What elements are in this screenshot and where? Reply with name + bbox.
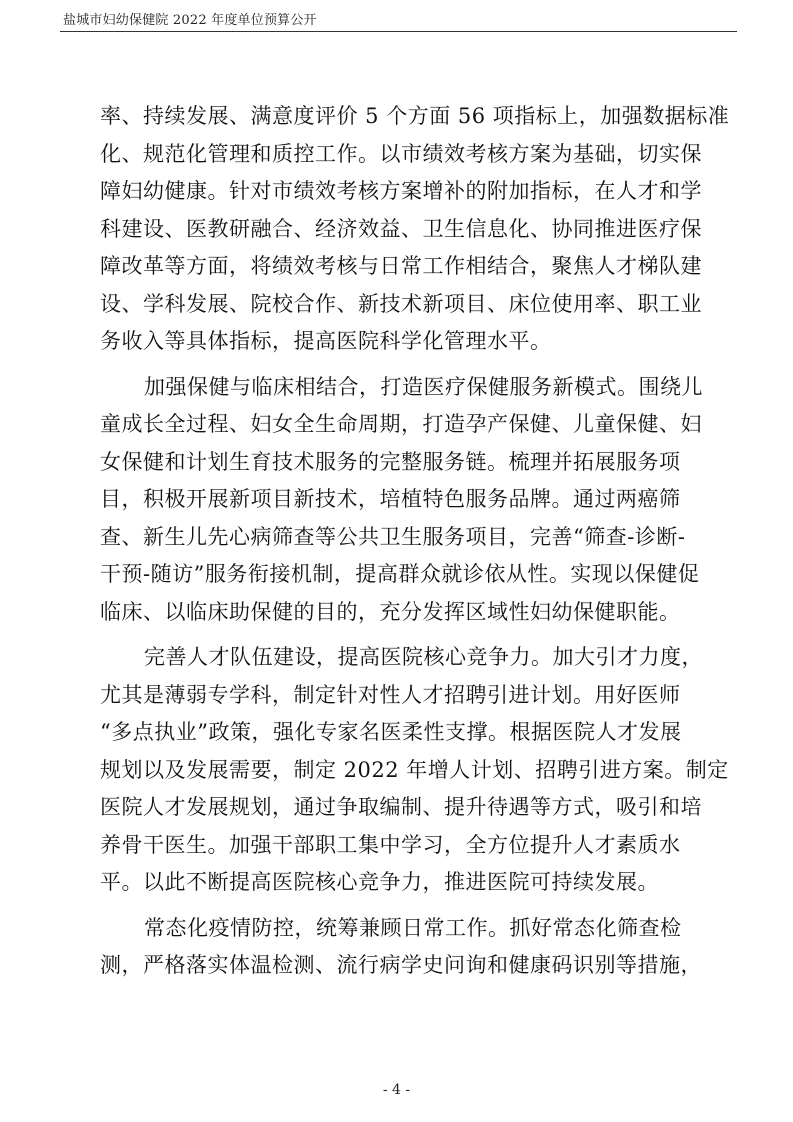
text-line: 童成长全过程、妇女全生命周期，打造孕产保健、儿童保健、妇 bbox=[100, 412, 702, 436]
paragraph bbox=[100, 98, 730, 361]
text-line: 养骨干医生。加强干部职工集中学习，全方位提升人才素质水 bbox=[100, 832, 681, 857]
text-line: 尤其是薄弱专学科，制定针对性人才招聘引进计划。用好医师 bbox=[100, 682, 681, 707]
text-line: 设、学科发展、院校合作、新技术新项目、床位使用率、职工业 bbox=[100, 291, 702, 316]
text-line: 干预-随访”服务衔接机制，提高群众就诊依从性。实现以保健促 bbox=[100, 562, 700, 586]
text-line: 率、持续发展、满意度评价 5 个方面 56 项指标上，加强数据标准 bbox=[100, 104, 730, 128]
text-line: 平。以此不断提高医院核心竞争力，推进医院可持续发展。 bbox=[100, 870, 659, 894]
text-line: 目，积极开展新项目新技术，培植特色服务品牌。通过两癌筛 bbox=[100, 487, 681, 511]
document-body bbox=[100, 98, 730, 985]
text-line: 障妇幼健康。针对市绩效考核方案增补的附加指标，在人才和学 bbox=[100, 179, 702, 203]
text-line: “多点执业”政策，强化专家名医柔性支撑。根据医院人才发展 bbox=[100, 720, 682, 744]
text-line: 规划以及发展需要，制定 2022 年增人计划、招聘引进方案。制定 bbox=[100, 757, 729, 782]
text-line: 临床、以临床助保健的目的，充分发挥区域性妇幼保健职能。 bbox=[100, 599, 681, 624]
paragraph bbox=[100, 369, 703, 632]
page-header-title: 盐城市妇幼保健院 2022 年度单位预算公开 bbox=[63, 13, 317, 28]
text-line: 化、规范化管理和质控工作。以市绩效考核方案为基础，切实保 bbox=[100, 141, 702, 166]
text-line: 务收入等具体指标，提高医院科学化管理水平。 bbox=[100, 329, 552, 353]
text-line: 障改革等方面，将绩效考核与日常工作相结合，聚焦人才梯队建 bbox=[100, 254, 702, 278]
header-divider bbox=[60, 31, 737, 32]
text-line: 常态化疫情防控，统筹兼顾日常工作。抓好常态化筛查检 bbox=[144, 915, 682, 940]
text-line: 完善人才队伍建设，提高医院核心竞争力。加大引才力度， bbox=[144, 645, 703, 669]
text-line: 加强保健与临床相结合，打造医疗保健服务新模式。围绕儿 bbox=[144, 374, 703, 399]
text-line: 女保健和计划生育技术服务的完整服务链。梳理并拓展服务项 bbox=[100, 449, 681, 474]
paragraph bbox=[100, 910, 702, 985]
text-line: 科建设、医教研融合、经济效益、卫生信息化、协同推进医疗保 bbox=[100, 216, 702, 241]
page-number: - 4 - bbox=[382, 1082, 411, 1098]
paragraph bbox=[100, 639, 729, 902]
text-line: 查、新生儿先心病筛查等公共卫生服务项目，完善“筛查-诊断- bbox=[100, 524, 686, 549]
text-line: 测，严格落实体温检测、流行病学史问询和健康码识别等措施， bbox=[100, 953, 702, 977]
text-line: 医院人才发展规划，通过争取编制、提升待遇等方式，吸引和培 bbox=[100, 795, 702, 819]
